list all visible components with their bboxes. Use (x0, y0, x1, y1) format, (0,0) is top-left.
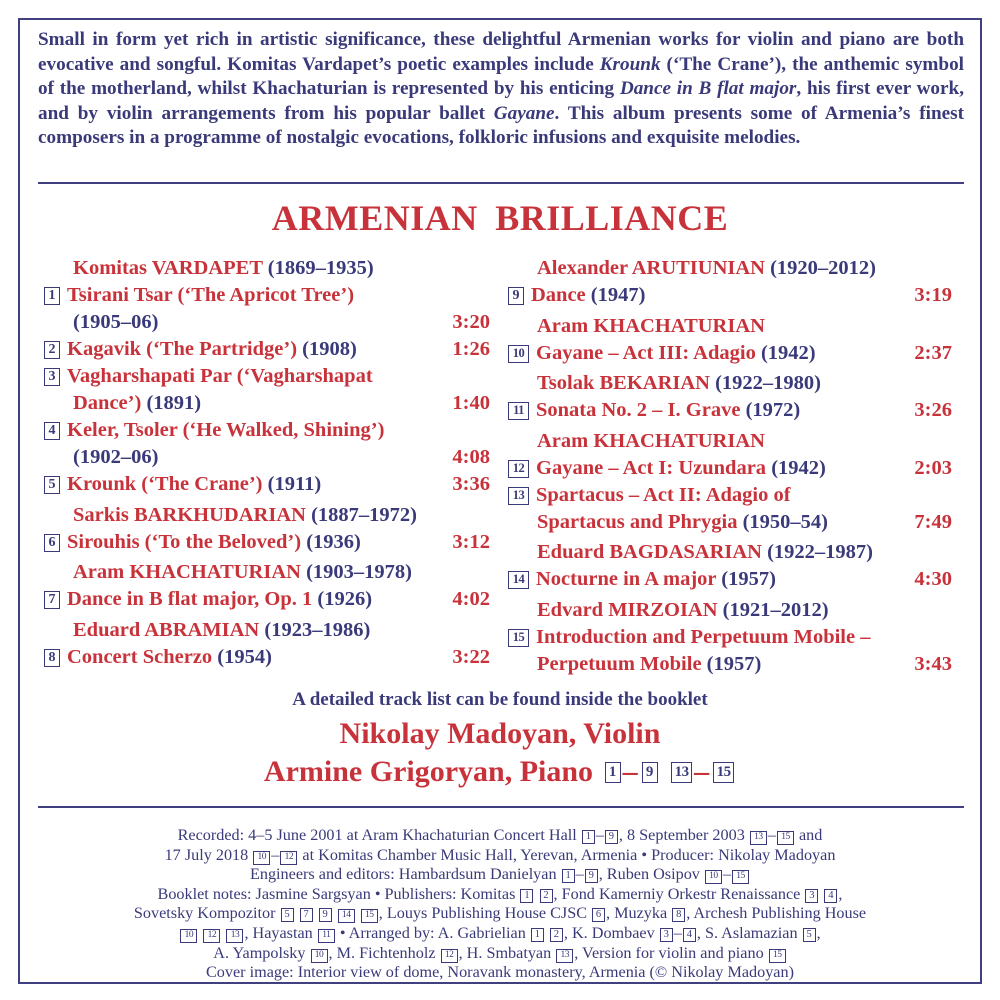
track-row (508, 455, 952, 482)
composer-name: Aram KHACHATURIAN (73, 561, 301, 583)
track-row (508, 482, 952, 509)
track-row (44, 363, 490, 390)
track-duration: 4:02 (452, 588, 490, 610)
track-year: (1950–54) (742, 510, 829, 533)
track-duration: 1:26 (452, 338, 490, 360)
track-title: Kagavik (‘The Partridge’) (67, 338, 298, 360)
track-number: 15 (508, 629, 529, 647)
track-title: Introduction and Perpetuum Mobile – (536, 625, 871, 648)
composer-dates: (1887–1972) (311, 503, 417, 526)
composer-name: Alexander ARUTIUNIAN (537, 257, 765, 279)
track-year: (1936) (306, 530, 361, 553)
track-title-continued: Dance’) (73, 392, 142, 414)
composer-name: Aram KHACHATURIAN (537, 429, 765, 452)
credits-line: 17 July 2018 10 – 12 at Komitas Chamber Music Hall, Yerevan, Armenia • Producer: Nikolay Madoyan (164, 845, 836, 864)
track-number: 2 (44, 341, 60, 359)
track-title: Krounk (‘The Crane’) (67, 473, 263, 495)
track-title: Concert Scherzo (67, 645, 213, 668)
track-row-continued (508, 651, 952, 678)
track-title: Gayane – Act III: Adagio (536, 341, 756, 364)
track-title-continued: Spartacus and Phrygia (537, 510, 738, 533)
divider-bottom (38, 806, 964, 808)
composer-heading (508, 428, 952, 455)
composer-name: Aram KHACHATURIAN (537, 314, 765, 337)
track-year: (1947) (590, 284, 646, 306)
track-title: Keler, Tsoler (‘He Walked, Shining’) (67, 419, 385, 441)
credits-line: 10 12 13 , Hayastan 11 • Arranged by: A. Gabrielian 1 2 , K. Dombaev 3 – 4 , S. Aslamazian 5 , (30, 924, 970, 944)
credits-line: Engineers and editors: Hambardsum Danielyan 1 – 9 , Ruben Osipov 10 – 15 (30, 865, 970, 885)
track-title: Tsirani Tsar (‘The Apricot Tree’) (67, 284, 355, 306)
track-title: Spartacus – Act II: Adagio of (536, 483, 791, 506)
track-title: Nocturne in A major (536, 568, 717, 590)
track-duration: 3:19 (914, 284, 952, 306)
track-number: 10 (508, 345, 529, 363)
composer-heading (44, 617, 490, 644)
booklet-note: A detailed track list can be found inside the booklet (292, 689, 708, 710)
track-number: 9 (508, 287, 524, 305)
composer-heading (44, 502, 490, 529)
track-year: (1926) (317, 588, 373, 610)
track-row (508, 282, 952, 309)
composer-heading (508, 370, 952, 397)
track-year: (1957) (721, 568, 776, 590)
intro-paragraph: Small in form yet rich in artistic significance, these delightful Armenian works for violin and piano are both evocative and songful. Komitas Vardapet’s poetic examples include Krounk (‘The Crane’), the anthemic symbol of the motherland, whilst Khachaturian is represented by his enticing Dance in B flat major, his first ever work, and by violin arrangements from his popular ballet Gayane. This album presents some of Armenia’s finest composers in a programme of nostalgic evocations, folkloric infusions and exquisite melodies. (38, 29, 965, 149)
track-row-continued (44, 390, 490, 417)
track-duration: 4:08 (452, 446, 490, 468)
track-year: (1891) (146, 392, 202, 414)
track-title: Dance (531, 284, 586, 306)
track-row-continued (508, 509, 952, 536)
track-row (44, 471, 490, 498)
track-title: Vagharshapati Par (‘Vagharshapat (67, 365, 373, 387)
track-duration: 3:26 (914, 399, 952, 421)
composer-name: Edvard MIRZOIAN (537, 598, 718, 621)
track-duration: 1:40 (452, 392, 490, 414)
track-number: 7 (44, 591, 60, 609)
tracklist-right (508, 255, 952, 678)
track-duration: 3:43 (914, 652, 952, 675)
track-year: (1972) (745, 399, 801, 421)
track-title: Sirouhis (‘To the Beloved’) (67, 530, 302, 553)
composer-dates: (1922–1980) (715, 372, 822, 394)
track-year: (1942) (771, 456, 826, 479)
track-number: 3 (44, 368, 60, 386)
track-number: 11 (508, 402, 529, 420)
composer-heading (44, 255, 490, 282)
track-duration: 3:36 (452, 473, 490, 495)
credits-line: Recorded: 4–5 June 2001 at Aram Khachaturian Concert Hall 1 – 9 , 8 September 2003 13 – 15 and (177, 826, 823, 844)
composer-heading (44, 559, 490, 586)
track-row-continued (44, 444, 490, 471)
track-number: 5 (44, 476, 60, 494)
credits-line: Booklet notes: Jasmine Sargsyan • Publishers: Komitas 1 2 , Fond Kamerniy Orkestr Renaissance 3 4 , (157, 884, 843, 903)
track-row (44, 644, 490, 671)
track-duration: 3:22 (452, 645, 490, 668)
composer-name: Tsolak BEKARIAN (537, 372, 710, 394)
composer-heading (508, 255, 952, 282)
pianist: Armine Grigoryan, Piano 1 – 9 13 – 15 (0, 755, 1000, 789)
track-duration: 3:12 (452, 530, 490, 553)
composer-name: Eduard ABRAMIAN (73, 618, 260, 641)
track-row (44, 586, 490, 613)
composer-dates: (1921–2012) (722, 598, 829, 621)
track-duration: 7:49 (914, 510, 952, 533)
composer-heading (508, 313, 952, 340)
track-year: (1911) (267, 473, 322, 495)
track-duration: 3:20 (452, 311, 490, 333)
track-row (508, 566, 952, 593)
track-row (44, 336, 490, 363)
track-number: 6 (44, 534, 60, 552)
violinist: Nikolay Madoyan, Violin (339, 717, 661, 750)
composer-dates: (1903–1978) (306, 561, 412, 583)
track-duration: 2:37 (914, 341, 952, 364)
track-title: Dance in B flat major, Op. 1 (67, 588, 313, 610)
track-number: 14 (508, 571, 529, 589)
track-year: (1957) (706, 652, 762, 675)
track-title: Gayane – Act I: Uzundara (536, 456, 767, 479)
composer-heading (508, 597, 952, 624)
composer-dates: (1923–1986) (264, 618, 371, 641)
track-year: (1908) (302, 338, 357, 360)
composer-name: Eduard BAGDASARIAN (537, 541, 762, 563)
composer-dates: (1922–1987) (767, 541, 874, 563)
track-row (508, 624, 952, 651)
track-row (44, 282, 490, 309)
track-title: Sonata No. 2 – I. Grave (536, 399, 741, 421)
track-title-continued: (1905–06) (73, 311, 159, 333)
tracklist-left (44, 255, 490, 671)
track-year: (1942) (760, 341, 816, 364)
track-number: 13 (508, 487, 529, 505)
track-year: (1954) (217, 645, 272, 668)
track-title-continued: Perpetuum Mobile (537, 652, 702, 675)
divider-top (38, 182, 964, 184)
composer-name: Komitas VARDAPET (73, 257, 263, 279)
track-title-continued: (1902–06) (73, 446, 159, 468)
track-number: 1 (44, 287, 60, 305)
composer-dates: (1869–1935) (267, 257, 374, 279)
credits-line: A. Yampolsky 10 , M. Fichtenholz 12 , H. Smbatyan 13 , Version for violin and piano 15 (30, 944, 970, 964)
track-duration: 4:30 (914, 568, 952, 590)
composer-heading (508, 539, 952, 566)
track-number: 8 (44, 649, 60, 667)
track-duration: 2:03 (914, 456, 952, 479)
track-row (508, 397, 952, 424)
credits-line: Cover image: Interior view of dome, Noravank monastery, Armenia (© Nikolay Madoyan) (206, 963, 794, 982)
track-number: 4 (44, 422, 60, 440)
track-row-continued (44, 309, 490, 336)
album-title: ARMENIAN BRILLIANCE (271, 198, 729, 238)
track-row (508, 340, 952, 367)
credits-line: Sovetsky Kompozitor 5 7 9 14 15 , Louys Publishing House CJSC 6 , Muzyka 8 , Archesh Publishing House (133, 904, 867, 923)
composer-dates: (1920–2012) (770, 257, 877, 279)
track-row (44, 417, 490, 444)
track-number: 12 (508, 460, 529, 478)
track-row (44, 529, 490, 556)
credits (30, 826, 970, 983)
composer-name: Sarkis BARKHUDARIAN (73, 503, 306, 526)
